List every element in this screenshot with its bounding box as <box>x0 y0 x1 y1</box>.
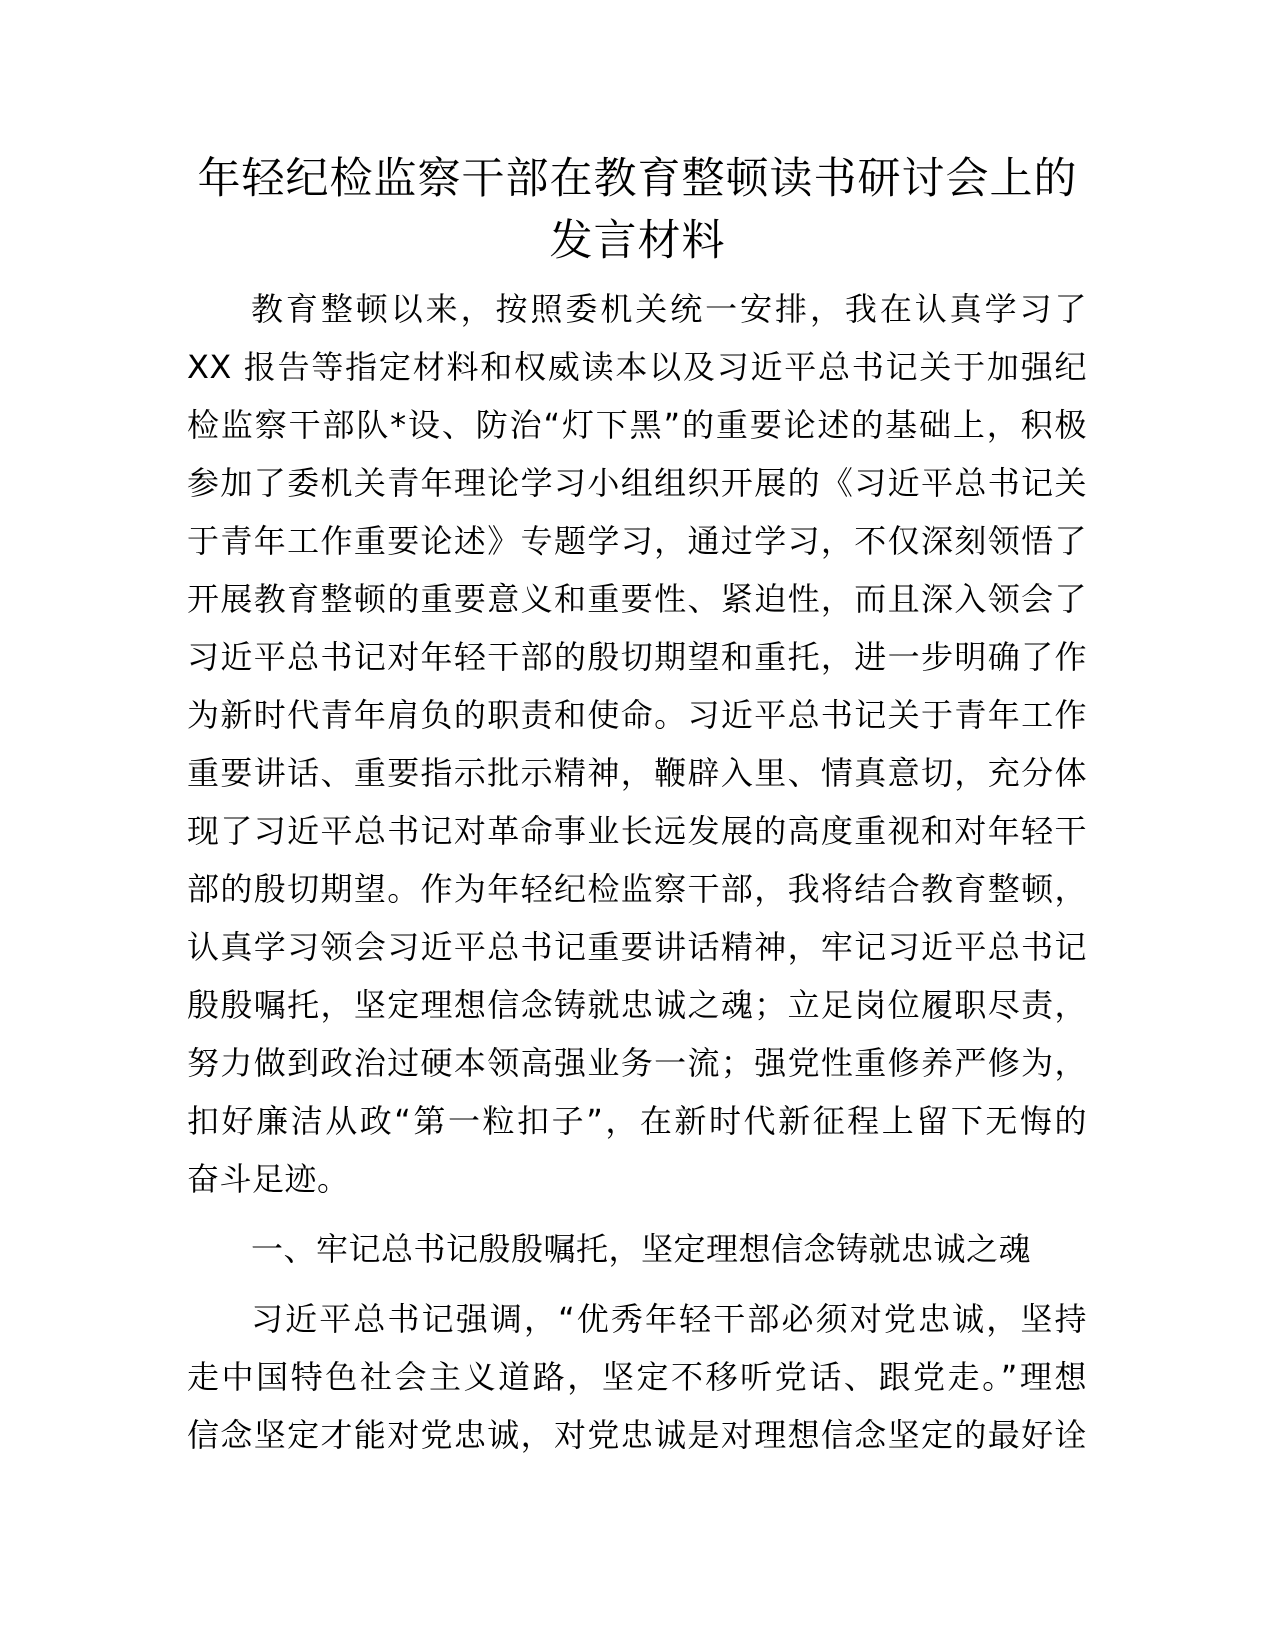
paragraph-line: 奋斗足迹。 <box>187 1160 350 1198</box>
title-line-1: 年轻纪检监察干部在教育整顿读书研讨会上的 <box>197 154 1078 204</box>
paragraph-line: 教育整顿以来，按照委机关统一安排，我在认真学习了 <box>251 290 1087 328</box>
section-heading-1 <box>187 1220 1087 1278</box>
paragraph-line: 习近平总书记强调，“优秀年轻干部必须对党忠诚，坚持 <box>251 1300 1087 1338</box>
paragraph-line: 走中国特色社会主义道路，坚定不移听党话、跟党走。”理想 <box>187 1358 1087 1396</box>
paragraph-line: 信念坚定才能对党忠诚，对党忠诚是对理想信念坚定的最好诠 <box>187 1416 1087 1454</box>
paragraph-line: 努力做到政治过硬本领高强业务一流；强党性重修养严修为， <box>187 1044 1087 1082</box>
paragraph-line: XX 报告等指定材料和权威读本以及习近平总书记关于加强纪 <box>187 348 1087 386</box>
paragraph-line: 扣好廉洁从政“第一粒扣子”，在新时代新征程上留下无悔的 <box>187 1102 1087 1140</box>
paragraph-line: 认真学习领会习近平总书记重要讲话精神，牢记习近平总书记 <box>187 928 1087 966</box>
paragraph-line: 检监察干部队*设、防治“灯下黑”的重要论述的基础上，积极 <box>187 406 1087 444</box>
paragraph-line: 为新时代青年肩负的职责和使命。习近平总书记关于青年工作 <box>187 696 1087 734</box>
paragraph-line: 习近平总书记对年轻干部的殷切期望和重托，进一步明确了作 <box>187 638 1087 676</box>
paragraph-line: 开展教育整顿的重要意义和重要性、紧迫性，而且深入领会了 <box>187 580 1087 618</box>
document-body <box>187 280 1087 1464</box>
paragraph-line: 参加了委机关青年理论学习小组组织开展的《习近平总书记关 <box>187 464 1087 502</box>
paragraph-1 <box>187 280 1087 1208</box>
paragraph-line: 殷殷嘱托，坚定理想信念铸就忠诚之魂；立足岗位履职尽责， <box>187 986 1087 1024</box>
paragraph-2 <box>187 1290 1087 1464</box>
paragraph-line: 重要讲话、重要指示批示精神，鞭辟入里、情真意切，充分体 <box>187 754 1087 792</box>
paragraph-line: 现了习近平总书记对革命事业长远发展的高度重视和对年轻干 <box>187 812 1087 850</box>
paragraph-line: 部的殷切期望。作为年轻纪检监察干部，我将结合教育整顿， <box>187 870 1087 908</box>
document-title <box>150 148 1125 272</box>
paragraph-line: 于青年工作重要论述》专题学习，通过学习，不仅深刻领悟了 <box>187 522 1087 560</box>
section-heading-text: 一、牢记总书记殷殷嘱托，坚定理想信念铸就忠诚之魂 <box>251 1230 1032 1268</box>
title-line-2: 发言材料 <box>549 216 726 266</box>
